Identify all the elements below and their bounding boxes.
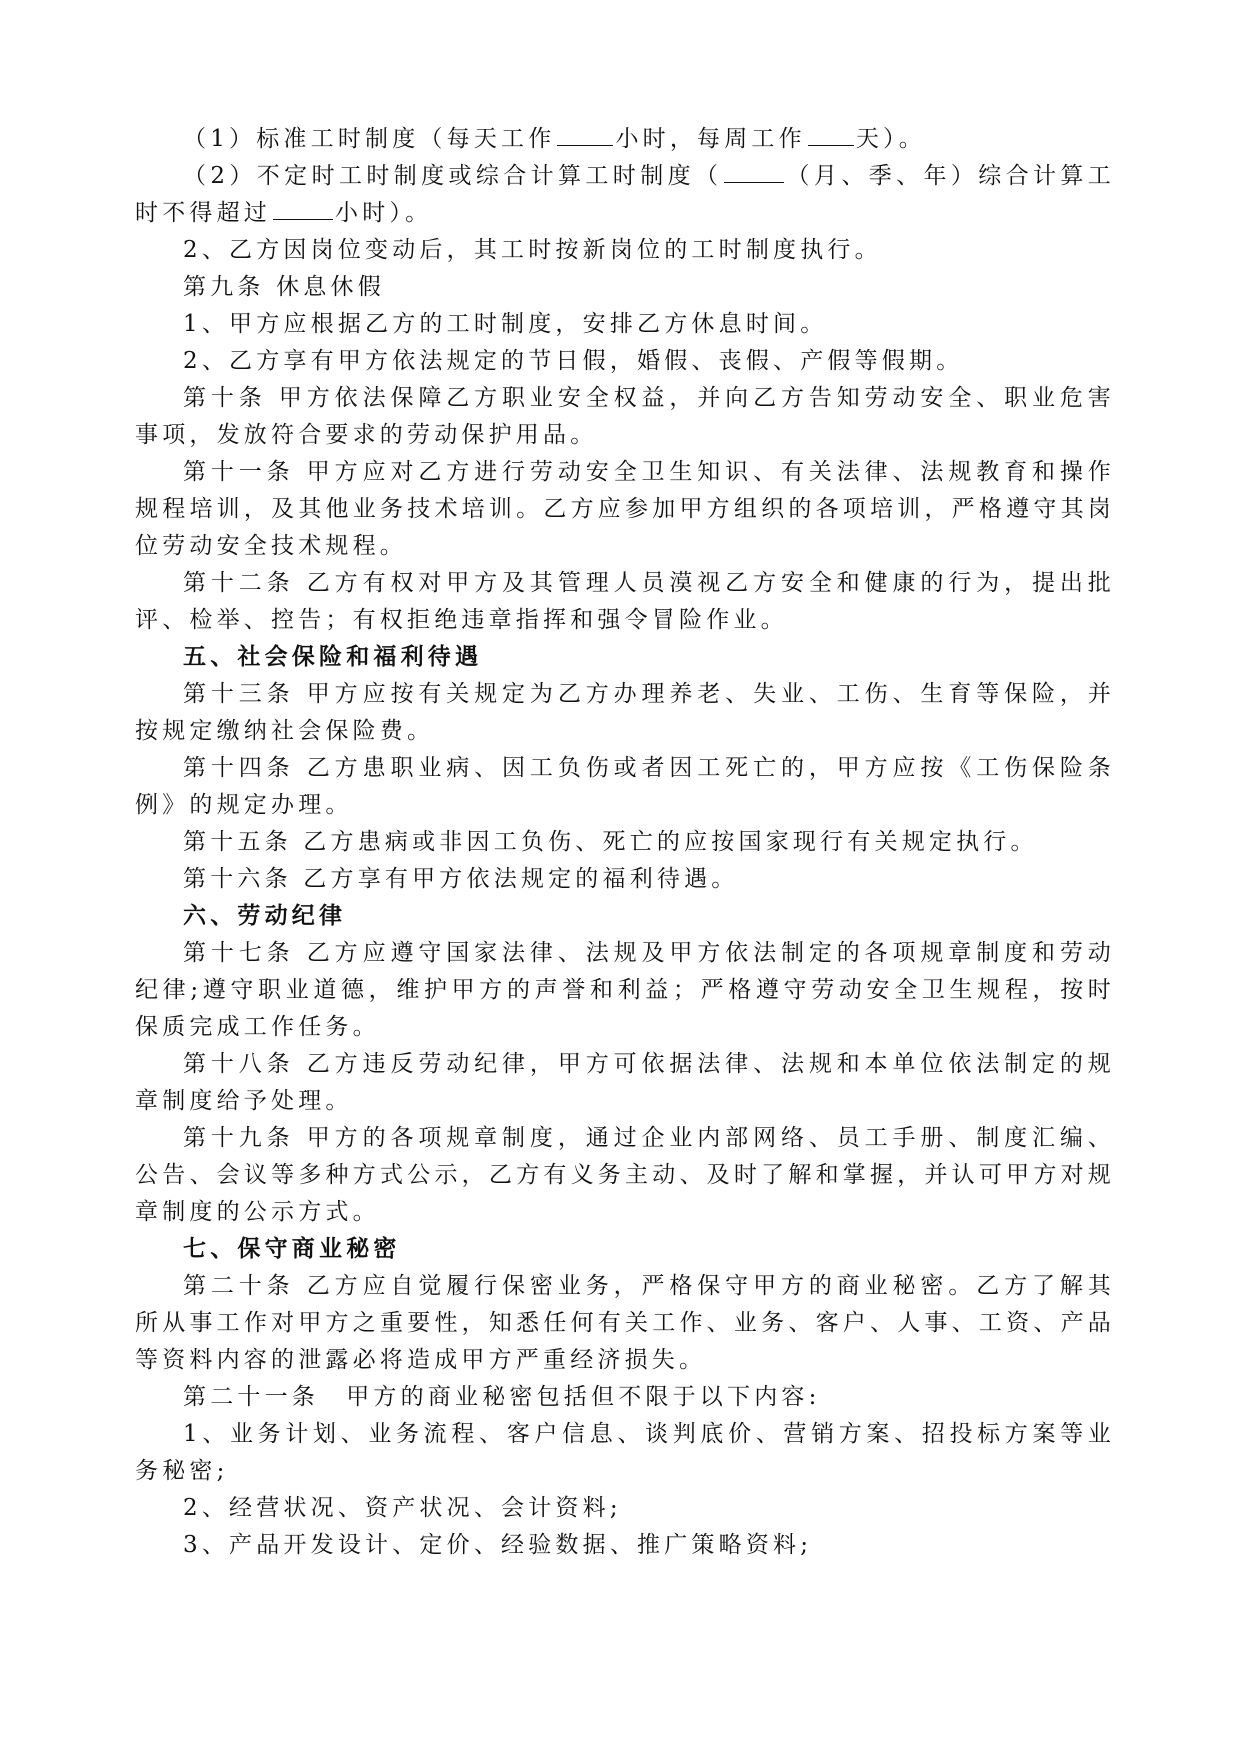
list-item: 2、经营状况、资产状况、会计资料;	[183, 1495, 622, 1521]
list-item: 3、产品开发设计、定价、经验数据、推广策略资料;	[183, 1532, 813, 1558]
blank-hours-per-day	[557, 125, 613, 146]
paragraph: 第十一条 甲方应对乙方进行劳动安全卫生知识、有关法律、法规教育和操作规程培训，及其他业务技术培训。乙方应参加甲方组织的各项培训，严格遵守其岗位劳动安全技术规程。	[135, 459, 1115, 559]
text-segment: 小时）。	[335, 200, 433, 226]
blank-max-hours	[273, 199, 333, 220]
paragraph: 2、乙方因岗位变动后，其工时按新岗位的工时制度执行。	[183, 237, 882, 263]
paragraph: 第十三条 甲方应按有关规定为乙方办理养老、失业、工伤、生育等保险，并按规定缴纳社会保险费。	[135, 681, 1115, 744]
paragraph: 第十五条 乙方患病或非因工负伤、死亡的应按国家现行有关规定执行。	[183, 829, 1038, 855]
paragraph: 第十二条 乙方有权对甲方及其管理人员漠视乙方安全和健康的行为，提出批评、检举、控告；有权拒绝违章指挥和强令冒险作业。	[135, 570, 1115, 633]
paragraph: 第二十一条 甲方的商业秘密包括但不限于以下内容:	[183, 1384, 821, 1410]
clause-flexible-hours	[135, 158, 1115, 232]
text-segment: （2）不定时工时制度或综合计算工时制度（	[183, 163, 723, 189]
section-heading: 七、保守商业秘密	[183, 1236, 401, 1262]
article-heading: 第九条 休息休假	[183, 274, 385, 300]
text-segment: 天）。	[855, 126, 926, 152]
paragraph: 第十六条 乙方享有甲方依法规定的福利待遇。	[183, 866, 739, 892]
paragraph: 第十八条 乙方违反劳动纪律，甲方可依据法律、法规和本单位依法制定的规章制度给予处理。	[135, 1051, 1115, 1114]
clause-standard-hours	[135, 121, 1115, 158]
paragraph: 第二十条 乙方应自觉履行保密业务，严格保守甲方的商业秘密。乙方了解其所从事工作对甲方之重要性，知悉任何有关工作、业务、客户、人事、工资、产品等资料内容的泄露必将造成甲方严重经济损失。	[135, 1273, 1115, 1373]
blank-period	[724, 162, 784, 183]
paragraph: 第十七条 乙方应遵守国家法律、法规及甲方依法制定的各项规章制度和劳动纪律;遵守职业道德，维护甲方的声誉和利益；严格遵守劳动安全卫生规程，按时保质完成工作任务。	[135, 940, 1115, 1040]
paragraph: 1、甲方应根据乙方的工时制度，安排乙方休息时间。	[183, 311, 828, 337]
text-segment: （月、季、年）综合计算工时不得超过	[135, 163, 1115, 226]
paragraph: 第十四条 乙方患职业病、因工负伤或者因工死亡的，甲方应按《工伤保险条例》的规定办理。	[135, 755, 1115, 818]
section-heading: 五、社会保险和福利待遇	[183, 644, 483, 670]
text-segment: 小时，每周工作	[615, 126, 806, 152]
paragraph: 2、乙方享有甲方依法规定的节日假，婚假、丧假、产假等假期。	[183, 348, 964, 374]
section-heading: 六、劳动纪律	[183, 903, 347, 929]
list-item: 1、业务计划、业务流程、客户信息、谈判底价、营销方案、招投标方案等业务秘密;	[135, 1421, 1115, 1484]
paragraph: 第十九条 甲方的各项规章制度，通过企业内部网络、员工手册、制度汇编、公告、会议等多种方式公示，乙方有义务主动、及时了解和掌握，并认可甲方对规章制度的公示方式。	[135, 1125, 1115, 1225]
paragraph: 第十条 甲方依法保障乙方职业安全权益，并向乙方告知劳动安全、职业危害事项，发放符合要求的劳动保护用品。	[135, 385, 1115, 448]
document-body	[135, 121, 1115, 1564]
text-segment: （1）标准工时制度（每天工作	[183, 126, 556, 152]
blank-days-per-week	[808, 125, 854, 146]
